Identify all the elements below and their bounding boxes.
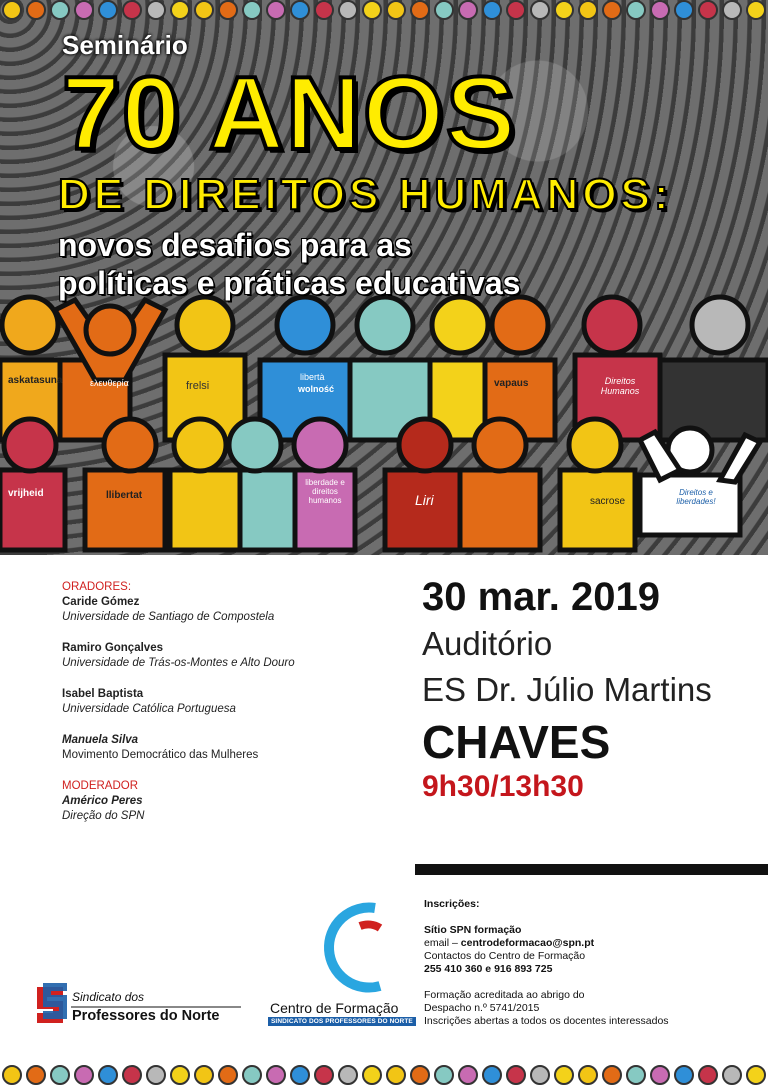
- figure-word: sacrose: [590, 496, 626, 507]
- moderator-name: Américo Peres: [62, 795, 143, 807]
- decorative-dot: [483, 1066, 501, 1084]
- figure-word: askatasuna: [8, 375, 63, 386]
- decorative-dot: [603, 1066, 621, 1084]
- figure-word: ελευθερία: [90, 378, 129, 388]
- figure-word: vapaus: [494, 378, 529, 389]
- figure-word: Direitos Humanos: [600, 376, 640, 396]
- centro-formacao-subtitle: SINDICATO DOS PROFESSORES DO NORTE: [268, 1017, 416, 1026]
- decorative-dot: [459, 1066, 477, 1084]
- spn-name-line-2: Professores do Norte: [72, 1008, 220, 1024]
- decorative-dot: [675, 1066, 693, 1084]
- speaker-entry: [62, 733, 392, 763]
- main-title: 70 ANOS: [62, 56, 518, 172]
- decorative-dot: [339, 1066, 357, 1084]
- centro-formacao-name: Centro de Formação: [270, 1000, 399, 1016]
- registration-info: [424, 898, 764, 1028]
- contacts-label: Contactos do Centro de Formação: [424, 950, 586, 962]
- decorative-dot: [555, 1066, 573, 1084]
- subtitle-direitos-humanos: DE DIREITOS HUMANOS:: [58, 170, 673, 219]
- decorative-dot: [75, 1066, 93, 1084]
- decorative-dot: [411, 1066, 429, 1084]
- decorative-dot: [267, 1066, 285, 1084]
- registration-heading: Inscrições:: [424, 898, 480, 910]
- event-venue-line-1: Auditório: [422, 625, 553, 662]
- moderador-label: MODERADOR: [62, 780, 139, 792]
- figure-word: wolność: [298, 384, 335, 394]
- decorative-dot: [363, 1066, 381, 1084]
- open-registration-line: Inscrições abertas a todos os docentes interessados: [424, 1015, 669, 1027]
- speaker-name: Manuela Silva: [62, 734, 139, 746]
- subtitle-line-2: políticas e práticas educativas: [58, 265, 521, 301]
- decorative-dot: [435, 1066, 453, 1084]
- figure-word: Direitos e liberdades!: [676, 488, 716, 506]
- moderator-affiliation: Direção do SPN: [62, 810, 145, 822]
- figure-word: llibertat: [106, 490, 143, 501]
- decorative-dot: [99, 1066, 117, 1084]
- decorative-dot: [291, 1066, 309, 1084]
- decorative-dot: [219, 1066, 237, 1084]
- spn-name-line-1: Sindicato dos: [72, 990, 145, 1004]
- phone-numbers: 255 410 360 e 916 893 725: [424, 963, 553, 975]
- speaker-entry: [62, 641, 392, 671]
- registration-email-line: [424, 937, 764, 950]
- accreditation-line-1: Formação acreditada ao abrigo do: [424, 989, 585, 1001]
- subtitle-line-1: novos desafios para as: [58, 227, 412, 263]
- decorative-dot: [51, 1066, 69, 1084]
- decorative-dot: [387, 1066, 405, 1084]
- decorative-dot: [651, 1066, 669, 1084]
- decorative-dot: [627, 1066, 645, 1084]
- figure-word: vrijheid: [8, 488, 44, 499]
- oradores-label: ORADORES:: [62, 581, 132, 593]
- speaker-affiliation: Universidade Católica Portuguesa: [62, 703, 236, 715]
- decorative-dot: [315, 1066, 333, 1084]
- speaker-affiliation: Universidade de Trás-os-Montes e Alto Douro: [62, 657, 295, 669]
- event-details: [422, 573, 762, 805]
- event-date: 30 mar. 2019: [422, 575, 660, 619]
- decorative-dot: [27, 1066, 45, 1084]
- figure-word: liberdade e direitos humanos: [305, 478, 345, 505]
- speaker-entry: [62, 595, 392, 625]
- decorative-dot: [147, 1066, 165, 1084]
- bottom-dot-row: [0, 1062, 768, 1086]
- registration-site: Sítio SPN formação: [424, 924, 522, 936]
- speakers-list: [62, 580, 392, 824]
- event-city: CHAVES: [422, 716, 611, 768]
- figure-word: Liri: [415, 492, 434, 508]
- decorative-dot: [123, 1066, 141, 1084]
- divider-bar: [415, 864, 768, 875]
- figure-word: libertà: [300, 372, 325, 382]
- decorative-dot: [747, 1066, 765, 1084]
- speaker-name: Ramiro Gonçalves: [62, 642, 163, 654]
- email-prefix: email –: [424, 937, 461, 949]
- figure-word: frelsi: [186, 380, 210, 392]
- centro-formacao-logo-icon: [320, 898, 390, 994]
- decorative-dot: [723, 1066, 741, 1084]
- accreditation-line-2: Despacho n.º 5741/2015: [424, 1002, 540, 1014]
- kicker-seminario: Seminário: [62, 30, 188, 60]
- subtitle-theme: [58, 226, 520, 302]
- speaker-entry: [62, 687, 392, 717]
- speaker-name: Caride Gómez: [62, 596, 140, 608]
- speaker-name: Isabel Baptista: [62, 688, 144, 700]
- email-link[interactable]: centrodeformacao@spn.pt: [460, 937, 595, 949]
- decorative-dot: [195, 1066, 213, 1084]
- decorative-dot: [507, 1066, 525, 1084]
- decorative-dot: [243, 1066, 261, 1084]
- decorative-dot: [531, 1066, 549, 1084]
- decorative-dot: [579, 1066, 597, 1084]
- event-venue-line-2: ES Dr. Júlio Martins: [422, 671, 712, 708]
- event-time: 9h30/13h30: [422, 770, 584, 803]
- decorative-dot: [171, 1066, 189, 1084]
- speaker-affiliation: Movimento Democrático das Mulheres: [62, 749, 259, 761]
- decorative-dot: [3, 1066, 21, 1084]
- decorative-dot: [699, 1066, 717, 1084]
- speaker-affiliation: Universidade de Santiago de Compostela: [62, 611, 275, 623]
